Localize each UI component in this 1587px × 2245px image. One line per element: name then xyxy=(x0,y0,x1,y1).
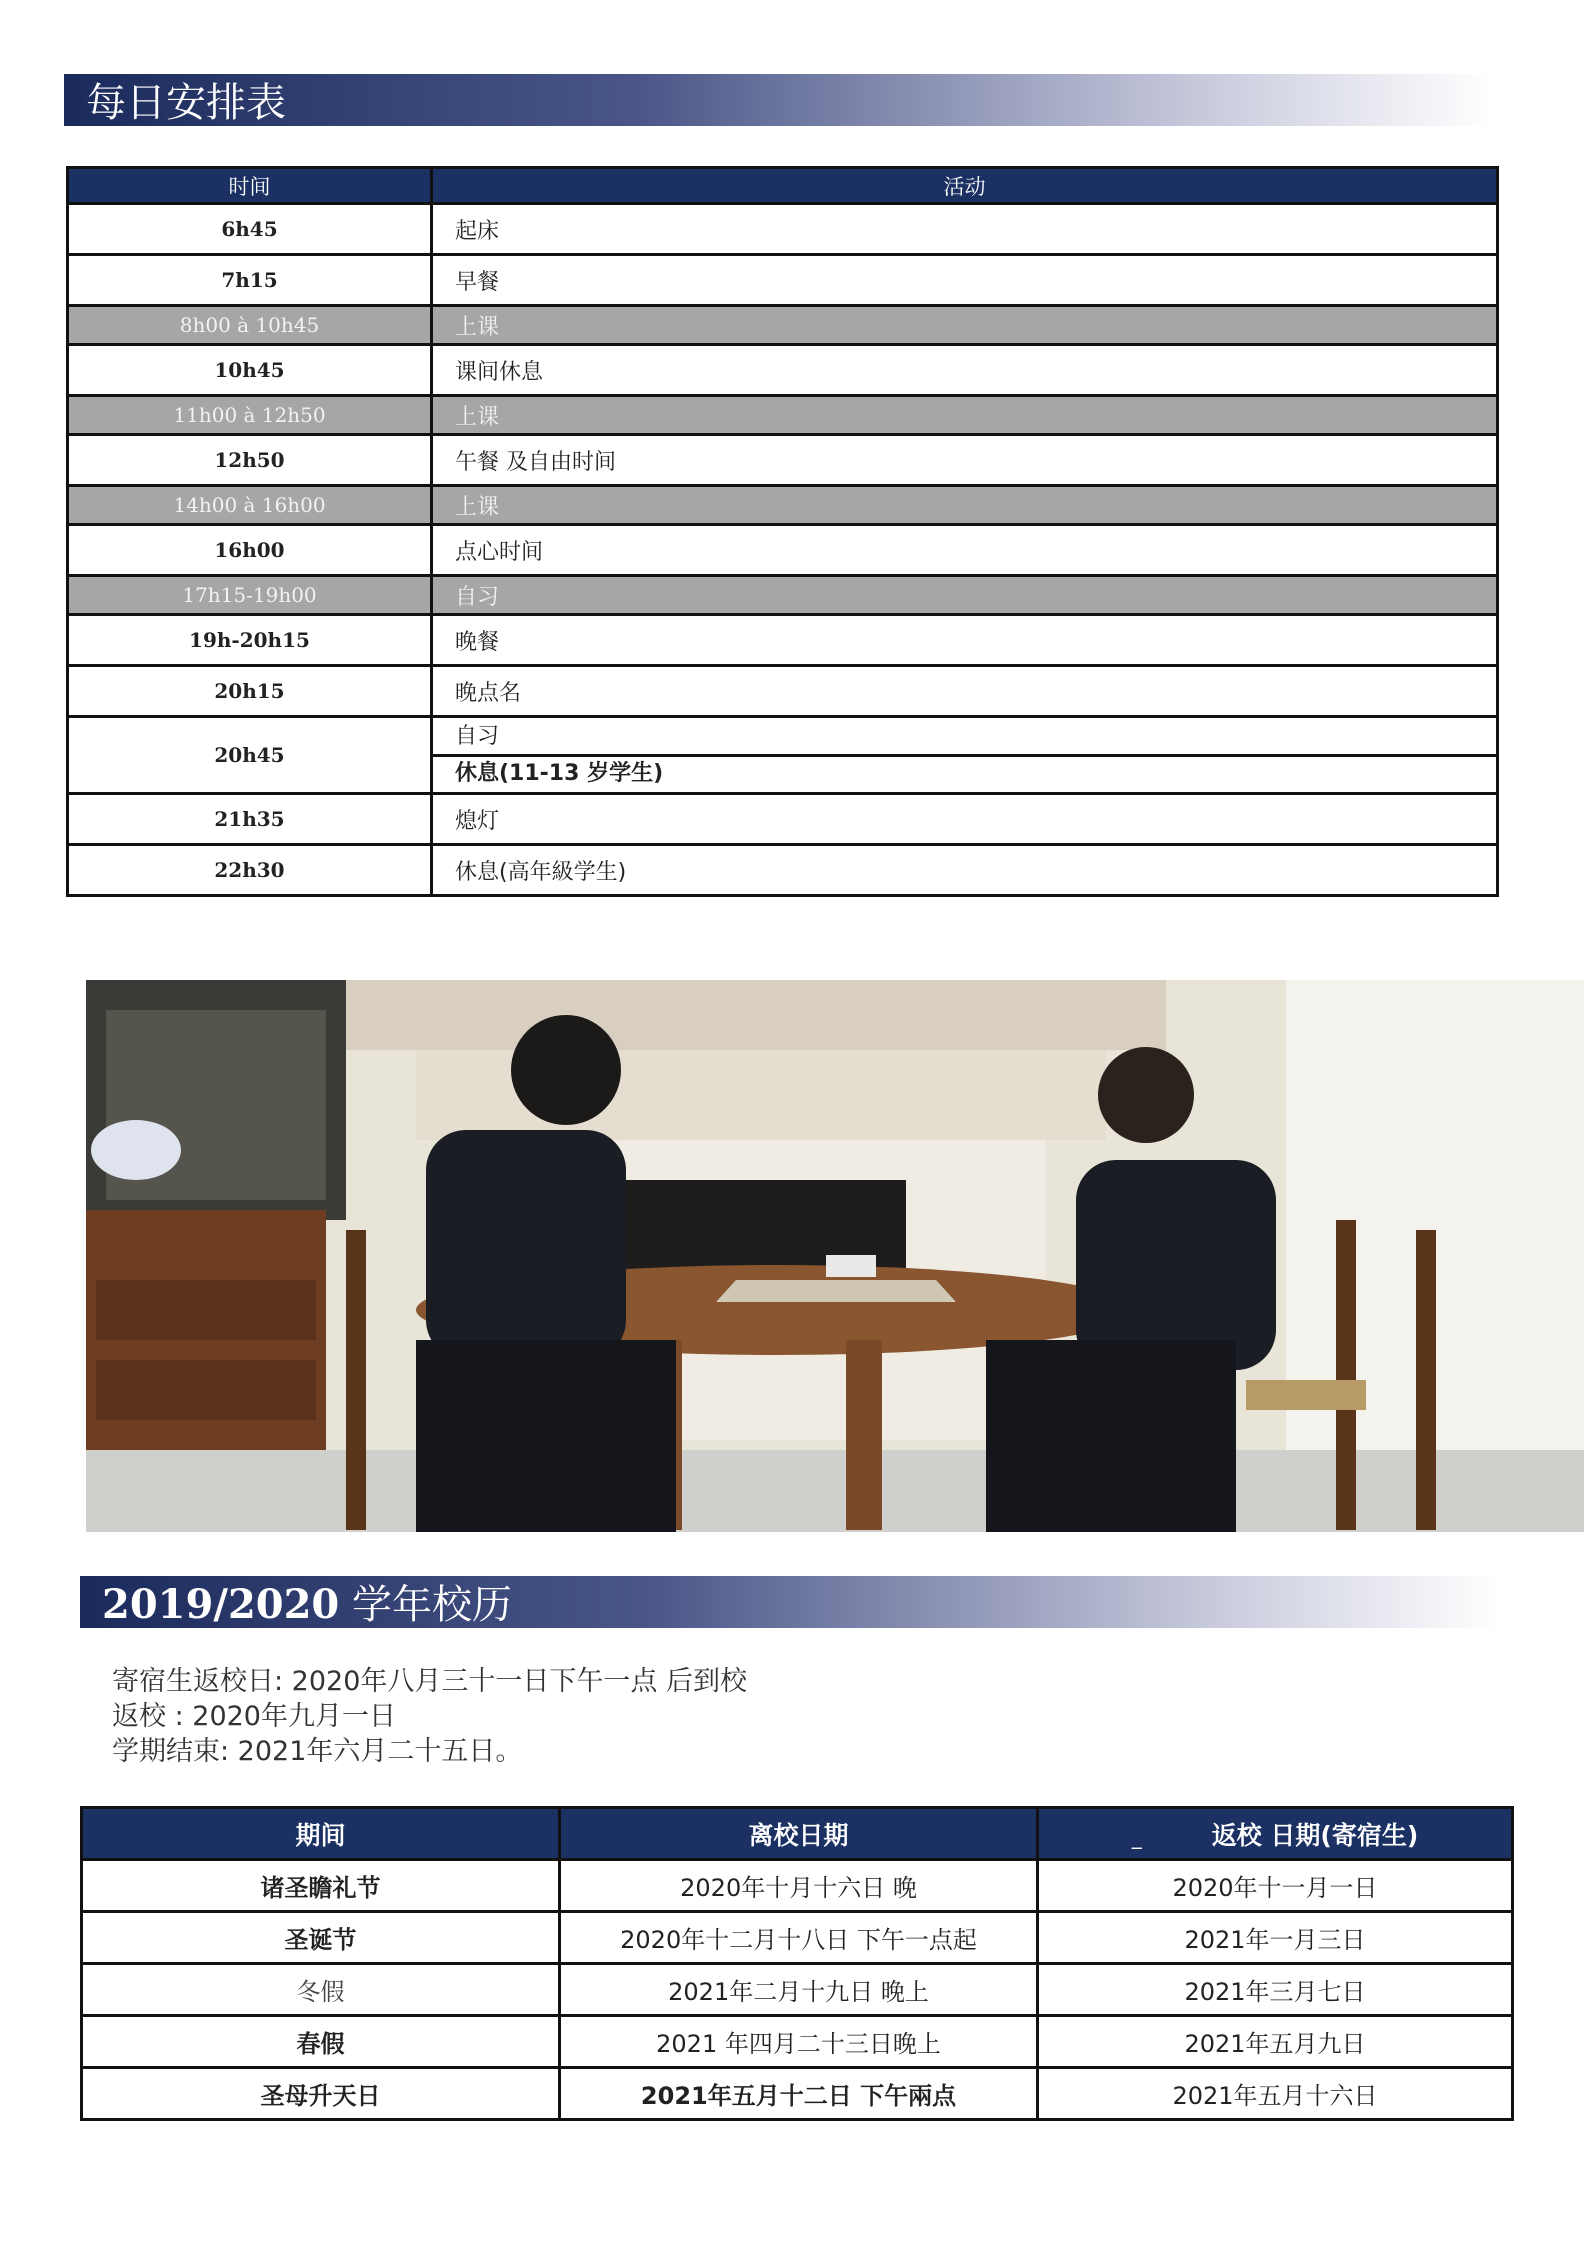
schedule-row-class xyxy=(68,396,1498,435)
intro-line: 学期结束: 2021年六月二十五日。 xyxy=(112,1736,523,1767)
row-leave-date: 2021年五月十二日 下午兩点 xyxy=(560,2068,1038,2120)
row-activity: 上课 xyxy=(432,396,1498,435)
row-time: 7h15 xyxy=(68,255,432,306)
row-period: 冬假 xyxy=(82,1964,560,2016)
row-time: 20h45 xyxy=(68,717,432,794)
schedule-row xyxy=(68,435,1498,486)
calendar-row xyxy=(82,1860,1513,1912)
header-period: 期间 xyxy=(82,1808,560,1860)
row-return-date: 2021年三月七日 xyxy=(1038,1964,1513,2016)
header-activity: 活动 xyxy=(432,168,1498,204)
row-leave-date: 2021 年四月二十三日晚上 xyxy=(560,2016,1038,2068)
row-period: 圣诞节 xyxy=(82,1912,560,1964)
row-period: 诸圣瞻礼节 xyxy=(82,1860,560,1912)
row-time: 21h35 xyxy=(68,794,432,845)
calendar-row xyxy=(82,2016,1513,2068)
calendar-title-banner xyxy=(80,1576,1500,1628)
row-activity: 晚餐 xyxy=(432,615,1498,666)
row-return-date: 2020年十一月一日 xyxy=(1038,1860,1513,1912)
row-time: 14h00 à 16h00 xyxy=(68,486,432,525)
school-calendar-table xyxy=(80,1806,1514,2121)
header-leave-date: 离校日期 xyxy=(560,1808,1038,1860)
row-period: 圣母升天日 xyxy=(82,2068,560,2120)
chess-players-photo xyxy=(86,980,1584,1532)
row-leave-date: 2020年十月十六日 晚 xyxy=(560,1860,1038,1912)
row-activity: 早餐 xyxy=(432,255,1498,306)
calendar-row xyxy=(82,1964,1513,2016)
row-time: 20h15 xyxy=(68,666,432,717)
schedule-row xyxy=(68,615,1498,666)
row-time: 6h45 xyxy=(68,204,432,255)
row-activity: 自习 xyxy=(432,576,1498,615)
row-activity: 起床 xyxy=(432,204,1498,255)
calendar-title-text: 学年校历 xyxy=(351,1582,512,1628)
schedule-row xyxy=(68,845,1498,896)
calendar-title-year: 2019/2020 xyxy=(102,1581,340,1628)
row-return-date: 2021年五月十六日 xyxy=(1038,2068,1513,2120)
schedule-row xyxy=(68,255,1498,306)
daily-schedule-table xyxy=(66,166,1499,897)
row-time: 19h-20h15 xyxy=(68,615,432,666)
row-activity: 点心时间 xyxy=(432,525,1498,576)
schedule-title-banner xyxy=(64,74,1494,126)
schedule-row-class xyxy=(68,486,1498,525)
calendar-intro xyxy=(112,1664,747,1769)
schedule-row xyxy=(68,794,1498,845)
header-dash: _ xyxy=(1131,1824,1142,1849)
row-return-date: 2021年五月九日 xyxy=(1038,2016,1513,2068)
row-time: 16h00 xyxy=(68,525,432,576)
row-activity: 晚点名 xyxy=(432,666,1498,717)
schedule-row xyxy=(68,666,1498,717)
schedule-row-class xyxy=(68,306,1498,345)
row-leave-date: 2021年二月十九日 晚上 xyxy=(560,1964,1038,2016)
calendar-title xyxy=(102,1573,512,1630)
calendar-row xyxy=(82,1912,1513,1964)
row-time: 8h00 à 10h45 xyxy=(68,306,432,345)
row-time: 10h45 xyxy=(68,345,432,396)
header-time: 时间 xyxy=(68,168,432,204)
row-leave-date: 2020年十二月十八日 下午一点起 xyxy=(560,1912,1038,1964)
row-activity: 上课 xyxy=(432,486,1498,525)
row-time: 12h50 xyxy=(68,435,432,486)
schedule-title: 每日安排表 xyxy=(86,80,286,126)
row-period: 春假 xyxy=(82,2016,560,2068)
row-activity: 休息(高年級学生) xyxy=(432,845,1498,896)
row-time: 17h15-19h00 xyxy=(68,576,432,615)
schedule-row xyxy=(68,204,1498,255)
schedule-row-study xyxy=(68,576,1498,615)
row-activity: 课间休息 xyxy=(432,345,1498,396)
row-activity: 上课 xyxy=(432,306,1498,345)
calendar-row xyxy=(82,2068,1513,2120)
intro-line: 返校 : 2020年九月一日 xyxy=(112,1701,396,1732)
schedule-row xyxy=(68,345,1498,396)
row-activity-secondary: 休息(11-13 岁学生) xyxy=(433,754,1496,791)
row-time: 11h00 à 12h50 xyxy=(68,396,432,435)
intro-line: 寄宿生返校日: 2020年八月三十一日下午一点 后到校 xyxy=(112,1666,747,1697)
row-activity: 午餐 及自由时间 xyxy=(432,435,1498,486)
row-activity-split xyxy=(432,717,1498,794)
row-time: 22h30 xyxy=(68,845,432,896)
row-activity: 熄灯 xyxy=(432,794,1498,845)
row-activity: 自习 xyxy=(455,723,500,749)
schedule-row-split xyxy=(68,717,1498,794)
row-return-date: 2021年一月三日 xyxy=(1038,1912,1513,1964)
header-return-date: _ 返校 日期(寄宿生) xyxy=(1038,1808,1513,1860)
schedule-row xyxy=(68,525,1498,576)
